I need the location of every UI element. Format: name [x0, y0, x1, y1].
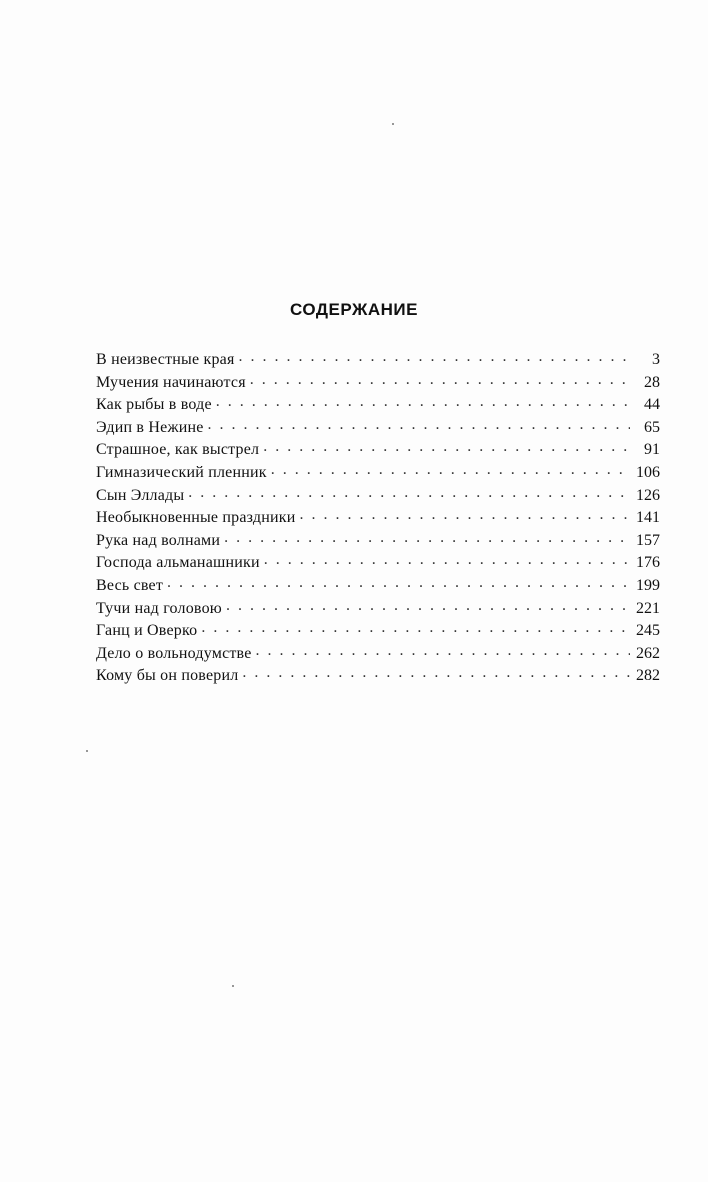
- toc-entry-title: Господа альманашники: [96, 554, 260, 572]
- toc-entry-title: Рука над волнами: [96, 531, 221, 549]
- toc-entry-title: Тучи над головою: [96, 599, 222, 617]
- dot-leader: [239, 346, 630, 369]
- print-speck: [392, 123, 394, 125]
- print-speck: [86, 750, 88, 752]
- dot-leader: [226, 595, 630, 618]
- toc-entry-title: Сын Эллады: [96, 486, 185, 504]
- dot-leader: [188, 482, 630, 505]
- toc-entry-title: Дело о вольнодумстве: [96, 644, 252, 662]
- toc-entry-page: 199: [636, 576, 660, 594]
- dot-leader: [250, 369, 630, 392]
- dot-leader: [208, 414, 630, 437]
- toc-title: СОДЕРЖАНИЕ: [290, 300, 418, 319]
- dot-leader: [242, 662, 630, 685]
- toc-entry-title: Эдип в Нежине: [96, 418, 204, 436]
- toc-entry-page: 3: [652, 351, 660, 368]
- toc-entry-page: 262: [636, 644, 660, 662]
- dot-leader: [300, 504, 630, 527]
- toc-entry-page: 282: [636, 667, 660, 685]
- toc-entry: [96, 665, 660, 688]
- dot-leader: [263, 436, 630, 459]
- toc-entry-page: 245: [636, 622, 660, 640]
- toc-entry-page: 157: [636, 531, 660, 549]
- toc-entry-title: Страшное, как выстрел: [96, 441, 260, 459]
- toc-entry-title: Гимназический пленник: [96, 463, 267, 481]
- toc-entry-page: 65: [644, 418, 660, 436]
- toc-entry-title: Как рыбы в воде: [96, 396, 212, 414]
- dot-leader: [216, 391, 630, 414]
- toc-entry-page: 28: [644, 373, 660, 391]
- dot-leader: [224, 527, 630, 550]
- toc-entry-page: 141: [636, 509, 660, 527]
- toc-entry-page: 106: [636, 463, 660, 481]
- toc-entry-title: Весь свет: [96, 576, 164, 594]
- dot-leader: [264, 549, 630, 572]
- dot-leader: [256, 640, 630, 663]
- toc-entry-title: Ганц и Оверко: [96, 622, 198, 640]
- dot-leader: [201, 617, 630, 640]
- print-speck: [232, 985, 234, 987]
- toc-entry-page: 221: [636, 599, 660, 617]
- dot-leader: [271, 459, 630, 482]
- toc-entry-title: Необыкновенные праздники: [96, 509, 296, 527]
- toc-entry-page: 44: [644, 396, 660, 414]
- toc-entry-title: В неизвестные края: [96, 351, 235, 368]
- toc-entry-title: Кому бы он поверил: [96, 667, 239, 685]
- toc-entry-page: 176: [636, 554, 660, 572]
- toc-entry-page: 91: [644, 441, 660, 459]
- table-of-contents: [96, 349, 660, 688]
- dot-leader: [167, 572, 630, 595]
- toc-entry-title: Мучения начинаются: [96, 373, 246, 391]
- toc-entry-page: 126: [636, 486, 660, 504]
